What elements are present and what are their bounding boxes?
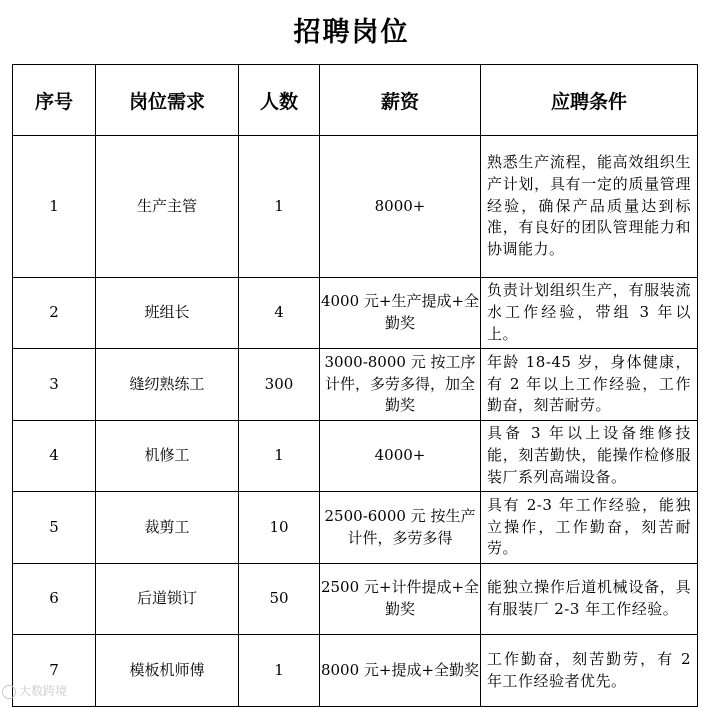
table-row [13, 564, 698, 635]
watermark-logo-icon [2, 685, 16, 699]
header-position: 岗位需求 [96, 65, 239, 136]
header-requirement: 应聘条件 [481, 65, 698, 136]
row-number: 7 [13, 635, 96, 707]
row-salary: 4000+ [320, 421, 481, 492]
row-position: 裁剪工 [96, 492, 239, 564]
row-number: 1 [13, 136, 96, 278]
row-number: 6 [13, 564, 96, 635]
row-salary: 8000+ [320, 136, 481, 278]
row-position: 生产主管 [96, 136, 239, 278]
header-salary: 薪资 [320, 65, 481, 136]
row-requirement: 熟悉生产流程，能高效组织生产计划，具有一定的质量管理经验，确保产品质量达到标准，有良好的团队管理能力和协调能力。 [481, 136, 698, 278]
row-requirement: 具有 2-3 年工作经验，能独立操作，工作勤奋，刻苦耐劳。 [481, 492, 698, 564]
table-row [13, 635, 698, 707]
table-row [13, 349, 698, 421]
row-salary: 2500 元+计件提成+全勤奖 [320, 564, 481, 635]
row-salary: 2500-6000 元 按生产计件，多劳多得 [320, 492, 481, 564]
row-requirement: 工作勤奋，刻苦勤劳，有 2 年工作经验者优先。 [481, 635, 698, 707]
row-position: 缝纫熟练工 [96, 349, 239, 421]
row-requirement: 能独立操作后道机械设备，具有服装厂 2-3 年工作经验。 [481, 564, 698, 635]
row-position: 班组长 [96, 278, 239, 349]
row-requirement: 具备 3 年以上设备维修技能，刻苦勤快，能操作检修服装厂系列高端设备。 [481, 421, 698, 492]
row-position: 后道锁订 [96, 564, 239, 635]
row-count: 50 [239, 564, 320, 635]
row-number: 2 [13, 278, 96, 349]
page-title: 招聘岗位 [293, 17, 410, 48]
row-count: 300 [239, 349, 320, 421]
row-salary: 3000-8000 元 按工序计件，多劳多得，加全勤奖 [320, 349, 481, 421]
table-header-row [13, 65, 698, 136]
row-count: 10 [239, 492, 320, 564]
row-number: 5 [13, 492, 96, 564]
row-salary: 4000 元+生产提成+全勤奖 [320, 278, 481, 349]
header-number: 序号 [13, 65, 96, 136]
row-position: 模板机师傅 [96, 635, 239, 707]
row-requirement: 年龄 18-45 岁，身体健康，有 2 年以上工作经验，工作勤奋，刻苦耐劳。 [481, 349, 698, 421]
recruitment-table [12, 64, 698, 707]
table-row [13, 421, 698, 492]
row-salary: 8000 元+提成+全勤奖 [320, 635, 481, 707]
table-row [13, 278, 698, 349]
watermark-text: 大数跨境 [19, 684, 68, 698]
row-count: 4 [239, 278, 320, 349]
row-count: 1 [239, 635, 320, 707]
watermark [2, 682, 67, 699]
header-count: 人数 [239, 65, 320, 136]
row-number: 3 [13, 349, 96, 421]
row-number: 4 [13, 421, 96, 492]
table-row [13, 136, 698, 278]
row-count: 1 [239, 421, 320, 492]
table-row [13, 492, 698, 564]
row-position: 机修工 [96, 421, 239, 492]
row-requirement: 负责计划组织生产，有服装流水工作经验，带组 3 年以上。 [481, 278, 698, 349]
row-count: 1 [239, 136, 320, 278]
